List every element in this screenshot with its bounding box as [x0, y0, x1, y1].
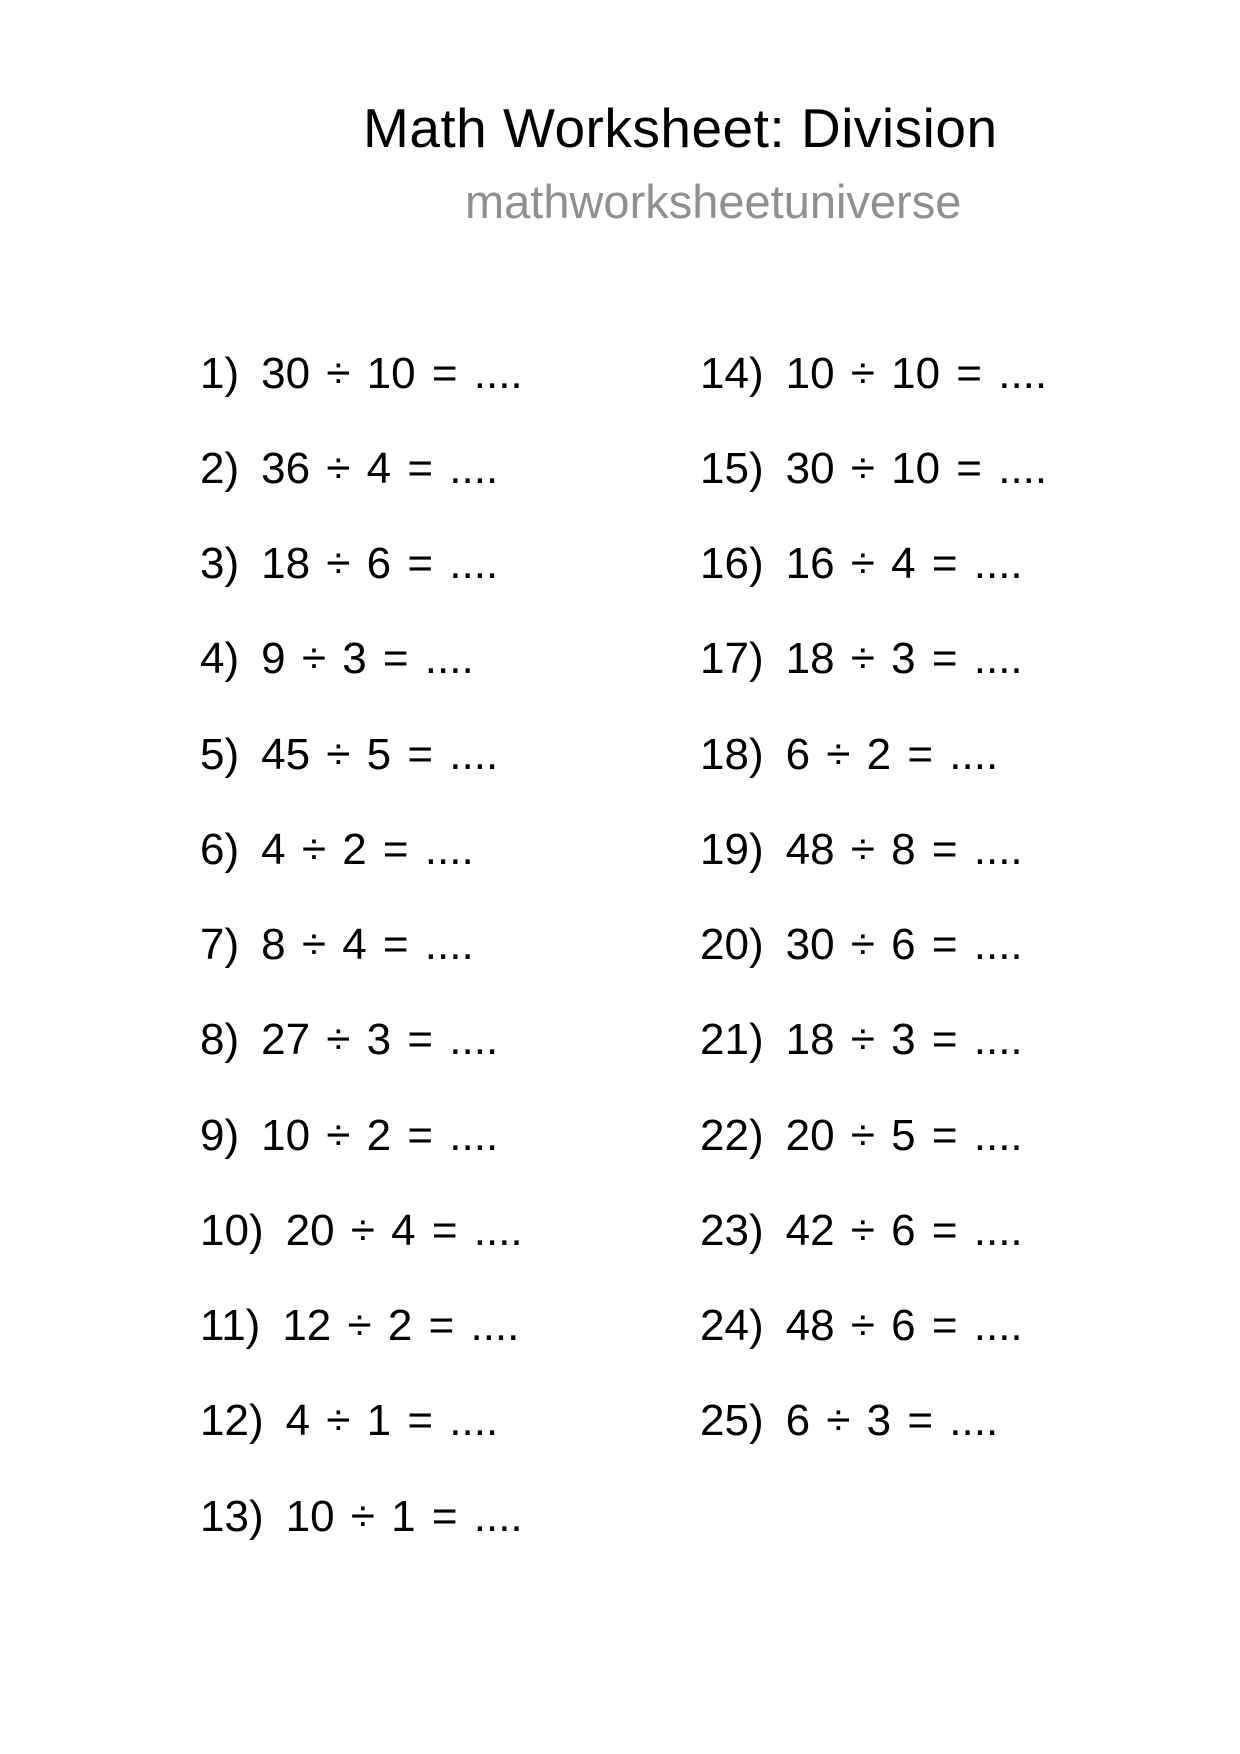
problem-number: 8)	[200, 1015, 240, 1065]
problem-expression: 12 ÷ 2 = ....	[282, 1301, 520, 1351]
problem-row	[200, 993, 523, 1088]
problems-column-right	[700, 326, 1047, 1469]
problem-row	[700, 517, 1047, 612]
problem-number: 24)	[700, 1301, 764, 1351]
problem-number: 13)	[200, 1491, 264, 1541]
problem-expression: 8 ÷ 4 = ....	[261, 920, 474, 970]
problem-expression: 9 ÷ 3 = ....	[261, 634, 474, 684]
problem-expression: 6 ÷ 3 = ....	[785, 1396, 999, 1446]
problem-expression: 10 ÷ 2 = ....	[261, 1110, 499, 1160]
problem-row	[700, 1088, 1047, 1183]
problem-expression: 45 ÷ 5 = ....	[261, 729, 499, 779]
problem-number: 20)	[700, 920, 764, 970]
problem-number: 21)	[700, 1015, 764, 1065]
problem-row	[700, 802, 1047, 897]
problem-number: 14)	[700, 348, 764, 398]
problem-number: 2)	[200, 443, 240, 493]
problem-row	[200, 802, 523, 897]
problem-expression: 10 ÷ 10 = ....	[785, 348, 1048, 398]
problem-number: 11)	[200, 1301, 261, 1351]
problem-expression: 6 ÷ 2 = ....	[785, 729, 999, 779]
problem-number: 15)	[700, 443, 764, 493]
problem-number: 18)	[700, 729, 764, 779]
problem-number: 3)	[200, 539, 240, 589]
problem-number: 10)	[200, 1205, 264, 1255]
problem-row	[200, 898, 523, 993]
problem-row	[200, 1088, 523, 1183]
problem-number: 5)	[200, 729, 240, 779]
problem-number: 16)	[700, 539, 764, 589]
problem-number: 23)	[700, 1205, 764, 1255]
problem-expression: 4 ÷ 2 = ....	[261, 824, 474, 874]
problem-number: 9)	[200, 1110, 240, 1160]
problem-expression: 20 ÷ 5 = ....	[785, 1110, 1023, 1160]
problem-expression: 36 ÷ 4 = ....	[261, 443, 499, 493]
problem-number: 1)	[200, 348, 240, 398]
problem-row	[200, 1374, 523, 1469]
problem-row	[700, 612, 1047, 707]
problem-row	[200, 1469, 523, 1564]
problem-number: 6)	[200, 824, 240, 874]
problem-number: 12)	[200, 1396, 264, 1446]
problem-expression: 30 ÷ 6 = ....	[785, 920, 1023, 970]
problem-row	[200, 517, 523, 612]
problems-column-left	[200, 326, 523, 1564]
problem-number: 19)	[700, 824, 764, 874]
problem-row	[700, 707, 1047, 802]
problem-expression: 48 ÷ 6 = ....	[785, 1301, 1023, 1351]
problem-number: 4)	[200, 634, 240, 684]
page-title: Math Worksheet: Division	[363, 97, 998, 159]
problem-expression: 30 ÷ 10 = ....	[261, 348, 523, 398]
problem-expression: 18 ÷ 3 = ....	[785, 634, 1023, 684]
problem-number: 7)	[200, 920, 240, 970]
problem-expression: 4 ÷ 1 = ....	[285, 1396, 499, 1446]
problem-row	[200, 707, 523, 802]
problem-row	[700, 993, 1047, 1088]
problem-expression: 48 ÷ 8 = ....	[785, 824, 1023, 874]
problem-expression: 27 ÷ 3 = ....	[261, 1015, 499, 1065]
problem-expression: 30 ÷ 10 = ....	[785, 443, 1048, 493]
problem-row	[700, 1374, 1047, 1469]
problem-row	[700, 1279, 1047, 1374]
problem-number: 22)	[700, 1110, 764, 1160]
problem-expression: 18 ÷ 3 = ....	[785, 1015, 1023, 1065]
problem-row	[200, 326, 523, 421]
problem-row	[200, 421, 523, 516]
problem-row	[200, 612, 523, 707]
problem-row	[200, 1183, 523, 1278]
problem-expression: 20 ÷ 4 = ....	[285, 1205, 523, 1255]
page-subtitle: mathworksheetuniverse	[465, 175, 962, 228]
problem-row	[700, 1183, 1047, 1278]
problem-row	[700, 898, 1047, 993]
problem-expression: 18 ÷ 6 = ....	[261, 539, 499, 589]
problem-expression: 10 ÷ 1 = ....	[285, 1491, 523, 1541]
problem-row	[700, 421, 1047, 516]
problem-expression: 42 ÷ 6 = ....	[785, 1205, 1023, 1255]
problem-expression: 16 ÷ 4 = ....	[785, 539, 1023, 589]
problem-row	[700, 326, 1047, 421]
problem-number: 17)	[700, 634, 764, 684]
problem-row	[200, 1279, 523, 1374]
problem-number: 25)	[700, 1396, 764, 1446]
